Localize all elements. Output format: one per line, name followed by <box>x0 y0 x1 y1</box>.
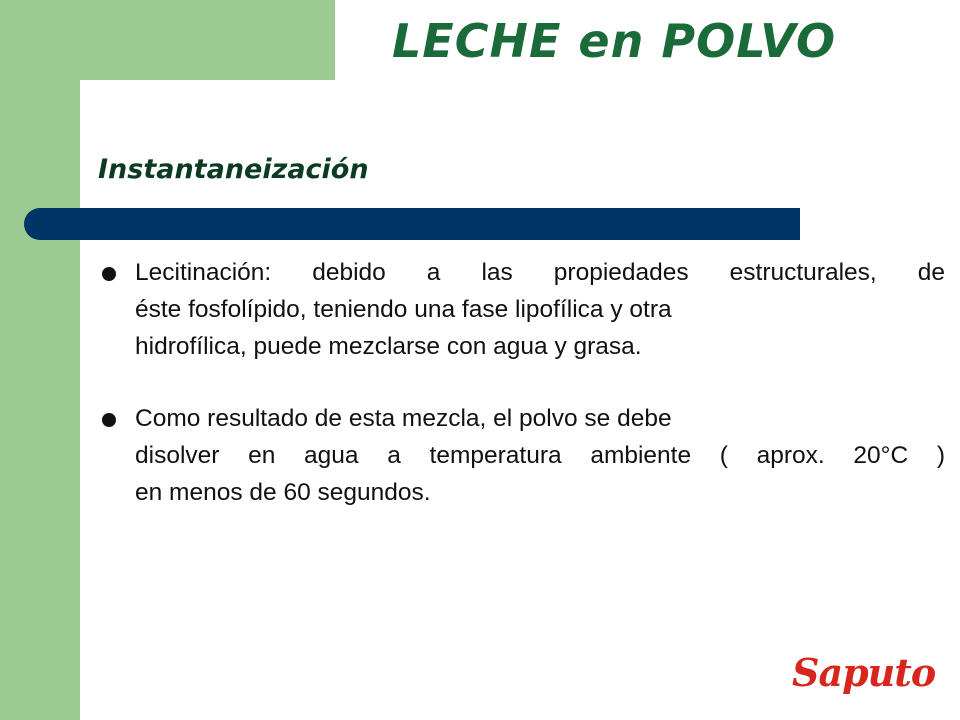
bullet-line: Como resultado de esta mezcla, el polvo se debe <box>135 405 672 432</box>
bullet-dot-icon <box>102 267 116 281</box>
bullet-item <box>100 400 945 511</box>
divider-bar <box>24 208 800 240</box>
bullet-list <box>100 254 945 546</box>
rounded-corner <box>80 80 140 140</box>
bullet-line: hidrofílica, puede mezclarse con agua y grasa. <box>135 333 642 360</box>
bullet-line: Lecitinación: debido a las propiedades estructurales, de <box>135 259 945 286</box>
saputo-logo: Saputo <box>792 650 936 695</box>
bullet-line: en menos de 60 segundos. <box>135 479 431 506</box>
slide-title: LECHE en POLVO <box>392 14 837 68</box>
bullet-line: disolver en agua a temperatura ambiente ( aprox. 20°C ) <box>135 442 945 469</box>
bullet-line: éste fosfolípido, teniendo una fase lipofílica y otra <box>135 296 672 323</box>
green-side-band <box>0 0 80 720</box>
bullet-item <box>100 254 945 365</box>
slide-subtitle: Instantaneización <box>98 154 369 185</box>
green-top-band <box>80 0 335 80</box>
bullet-dot-icon <box>102 413 116 427</box>
